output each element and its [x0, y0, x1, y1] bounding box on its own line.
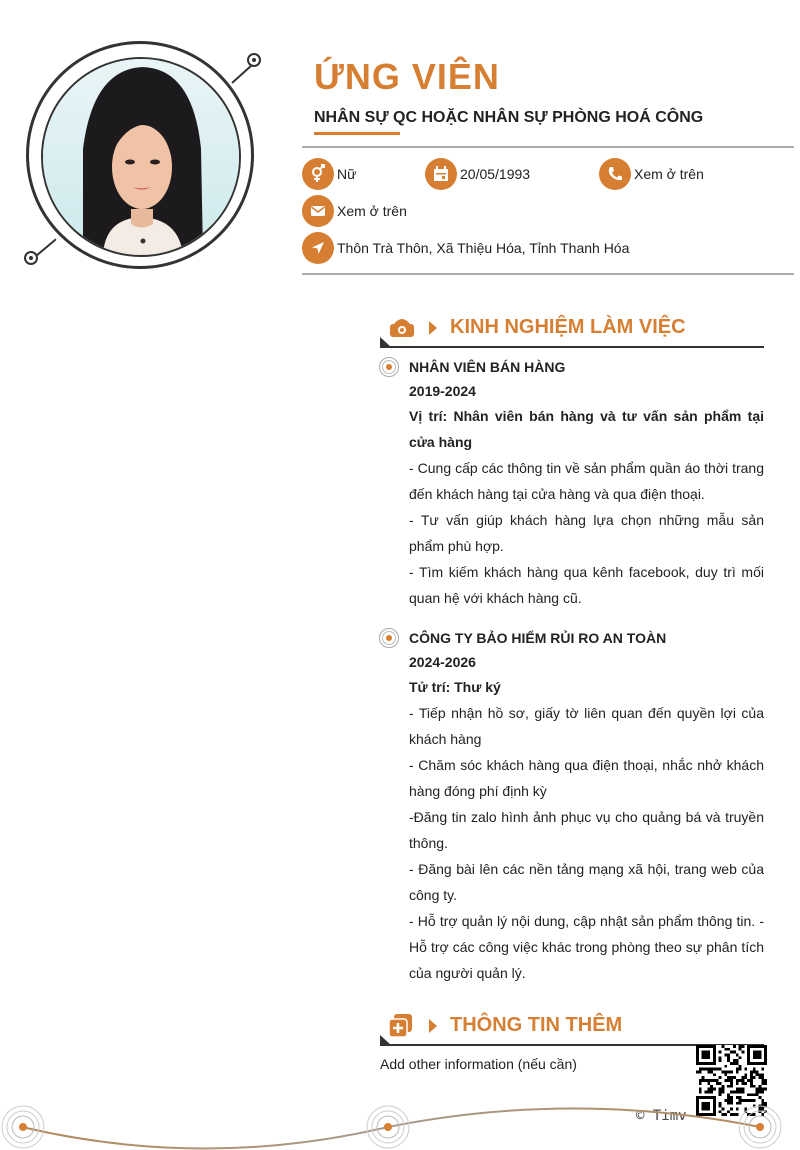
- job-desc-line: - Hỗ trợ quản lý nội dung, cập nhật sản phẩm thông tin. - Hỗ trợ các công việc khác trong phòng theo sự phân tích của người quản lý.: [409, 913, 764, 981]
- experience-title-corner: [380, 337, 392, 348]
- job-company: NHÂN VIÊN BÁN HÀNG: [409, 359, 566, 375]
- phone-icon: [599, 158, 631, 190]
- telephone-briefcase-icon: [388, 315, 416, 339]
- job-period: 2024-2026: [409, 654, 476, 670]
- gender-value: Nữ: [337, 166, 357, 182]
- decor-dot-top: [247, 53, 261, 67]
- divider-bottom: [302, 273, 794, 275]
- email-value: Xem ở trên: [337, 203, 407, 219]
- job-desc-line: - Tìm kiếm khách hàng qua kênh facebook, duy trì mối quan hệ với khách hàng cũ.: [409, 564, 764, 606]
- experience-title: KINH NGHIỆM LÀM VIỆC: [450, 316, 686, 338]
- job-desc-line: - Cung cấp các thông tin về sản phẩm quần áo thời trang đến khách hàng tại cửa hàng và qua điện thoại.: [409, 460, 764, 502]
- address-value: Thôn Trà Thôn, Xã Thiệu Hóa, Tỉnh Thanh Hóa: [337, 240, 630, 256]
- envelope-icon: [302, 195, 334, 227]
- job-bullet-icon: [379, 357, 399, 377]
- location-arrow-icon: [302, 232, 334, 264]
- candidate-name: ỨNG VIÊN: [314, 56, 500, 97]
- decor-line-top: [231, 65, 252, 84]
- other-title: THÔNG TIN THÊM: [450, 1014, 623, 1036]
- avatar-photo: [43, 59, 239, 255]
- footer-target-icon: [1, 1105, 45, 1149]
- gender-icon: [302, 158, 334, 190]
- job-entry: [409, 355, 764, 611]
- caret-right-icon: [428, 320, 438, 336]
- decor-line-bottom: [35, 239, 56, 257]
- candidate-position: NHÂN SỰ QC HOẶC NHÂN SỰ PHÒNG HOÁ CÔNG: [314, 109, 704, 126]
- info-phone: [599, 158, 704, 190]
- job-entry: [409, 626, 764, 986]
- footer-target-icon: [738, 1105, 782, 1149]
- decor-dot-bottom: [24, 251, 38, 265]
- divider-top: [302, 146, 794, 148]
- caret-right-icon: [428, 1018, 438, 1034]
- job-desc-line: - Chăm sóc khách hàng qua điện thoại, nhắc nhở khách hàng đóng phí định kỳ: [409, 757, 764, 799]
- avatar: [41, 57, 241, 257]
- job-desc-line: -Đăng tin zalo hình ảnh phục vụ cho quảng bá và truyền thông.: [409, 809, 764, 851]
- info-gender: [302, 158, 356, 190]
- job-bullet-icon: [379, 628, 399, 648]
- job-desc-line: - Tư vấn giúp khách hàng lựa chọn những mẫu sản phẩm phù hợp.: [409, 512, 764, 554]
- info-email: [302, 195, 407, 227]
- job-desc-line: - Tiếp nhận hồ sơ, giấy tờ liên quan đến quyền lợi của khách hàng: [409, 705, 764, 747]
- info-address: [302, 232, 629, 264]
- other-title-corner: [380, 1035, 392, 1046]
- phone-value: Xem ở trên: [634, 166, 704, 182]
- info-birthdate: [425, 158, 530, 190]
- job-period: 2019-2024: [409, 383, 476, 399]
- job-role: Vị trí: Nhân viên bán hàng và tư vấn sản phẩm tại cửa hàng: [409, 408, 764, 450]
- position-underline: [314, 132, 400, 135]
- other-info-text: Add other information (nếu cần): [380, 1056, 577, 1072]
- calendar-icon: [425, 158, 457, 190]
- footer-target-icon: [366, 1105, 410, 1149]
- job-desc-line: - Đăng bài lên các nền tảng mạng xã hội, trang web của công ty.: [409, 861, 764, 903]
- birthdate-value: 20/05/1993: [460, 166, 531, 182]
- job-company: CÔNG TY BẢO HIỂM RỦI RO AN TOÀN: [409, 630, 667, 646]
- job-role: Tử trí: Thư ký: [409, 679, 501, 695]
- experience-title-line: [380, 346, 764, 348]
- footer-watermark: © Timv: [636, 1108, 687, 1124]
